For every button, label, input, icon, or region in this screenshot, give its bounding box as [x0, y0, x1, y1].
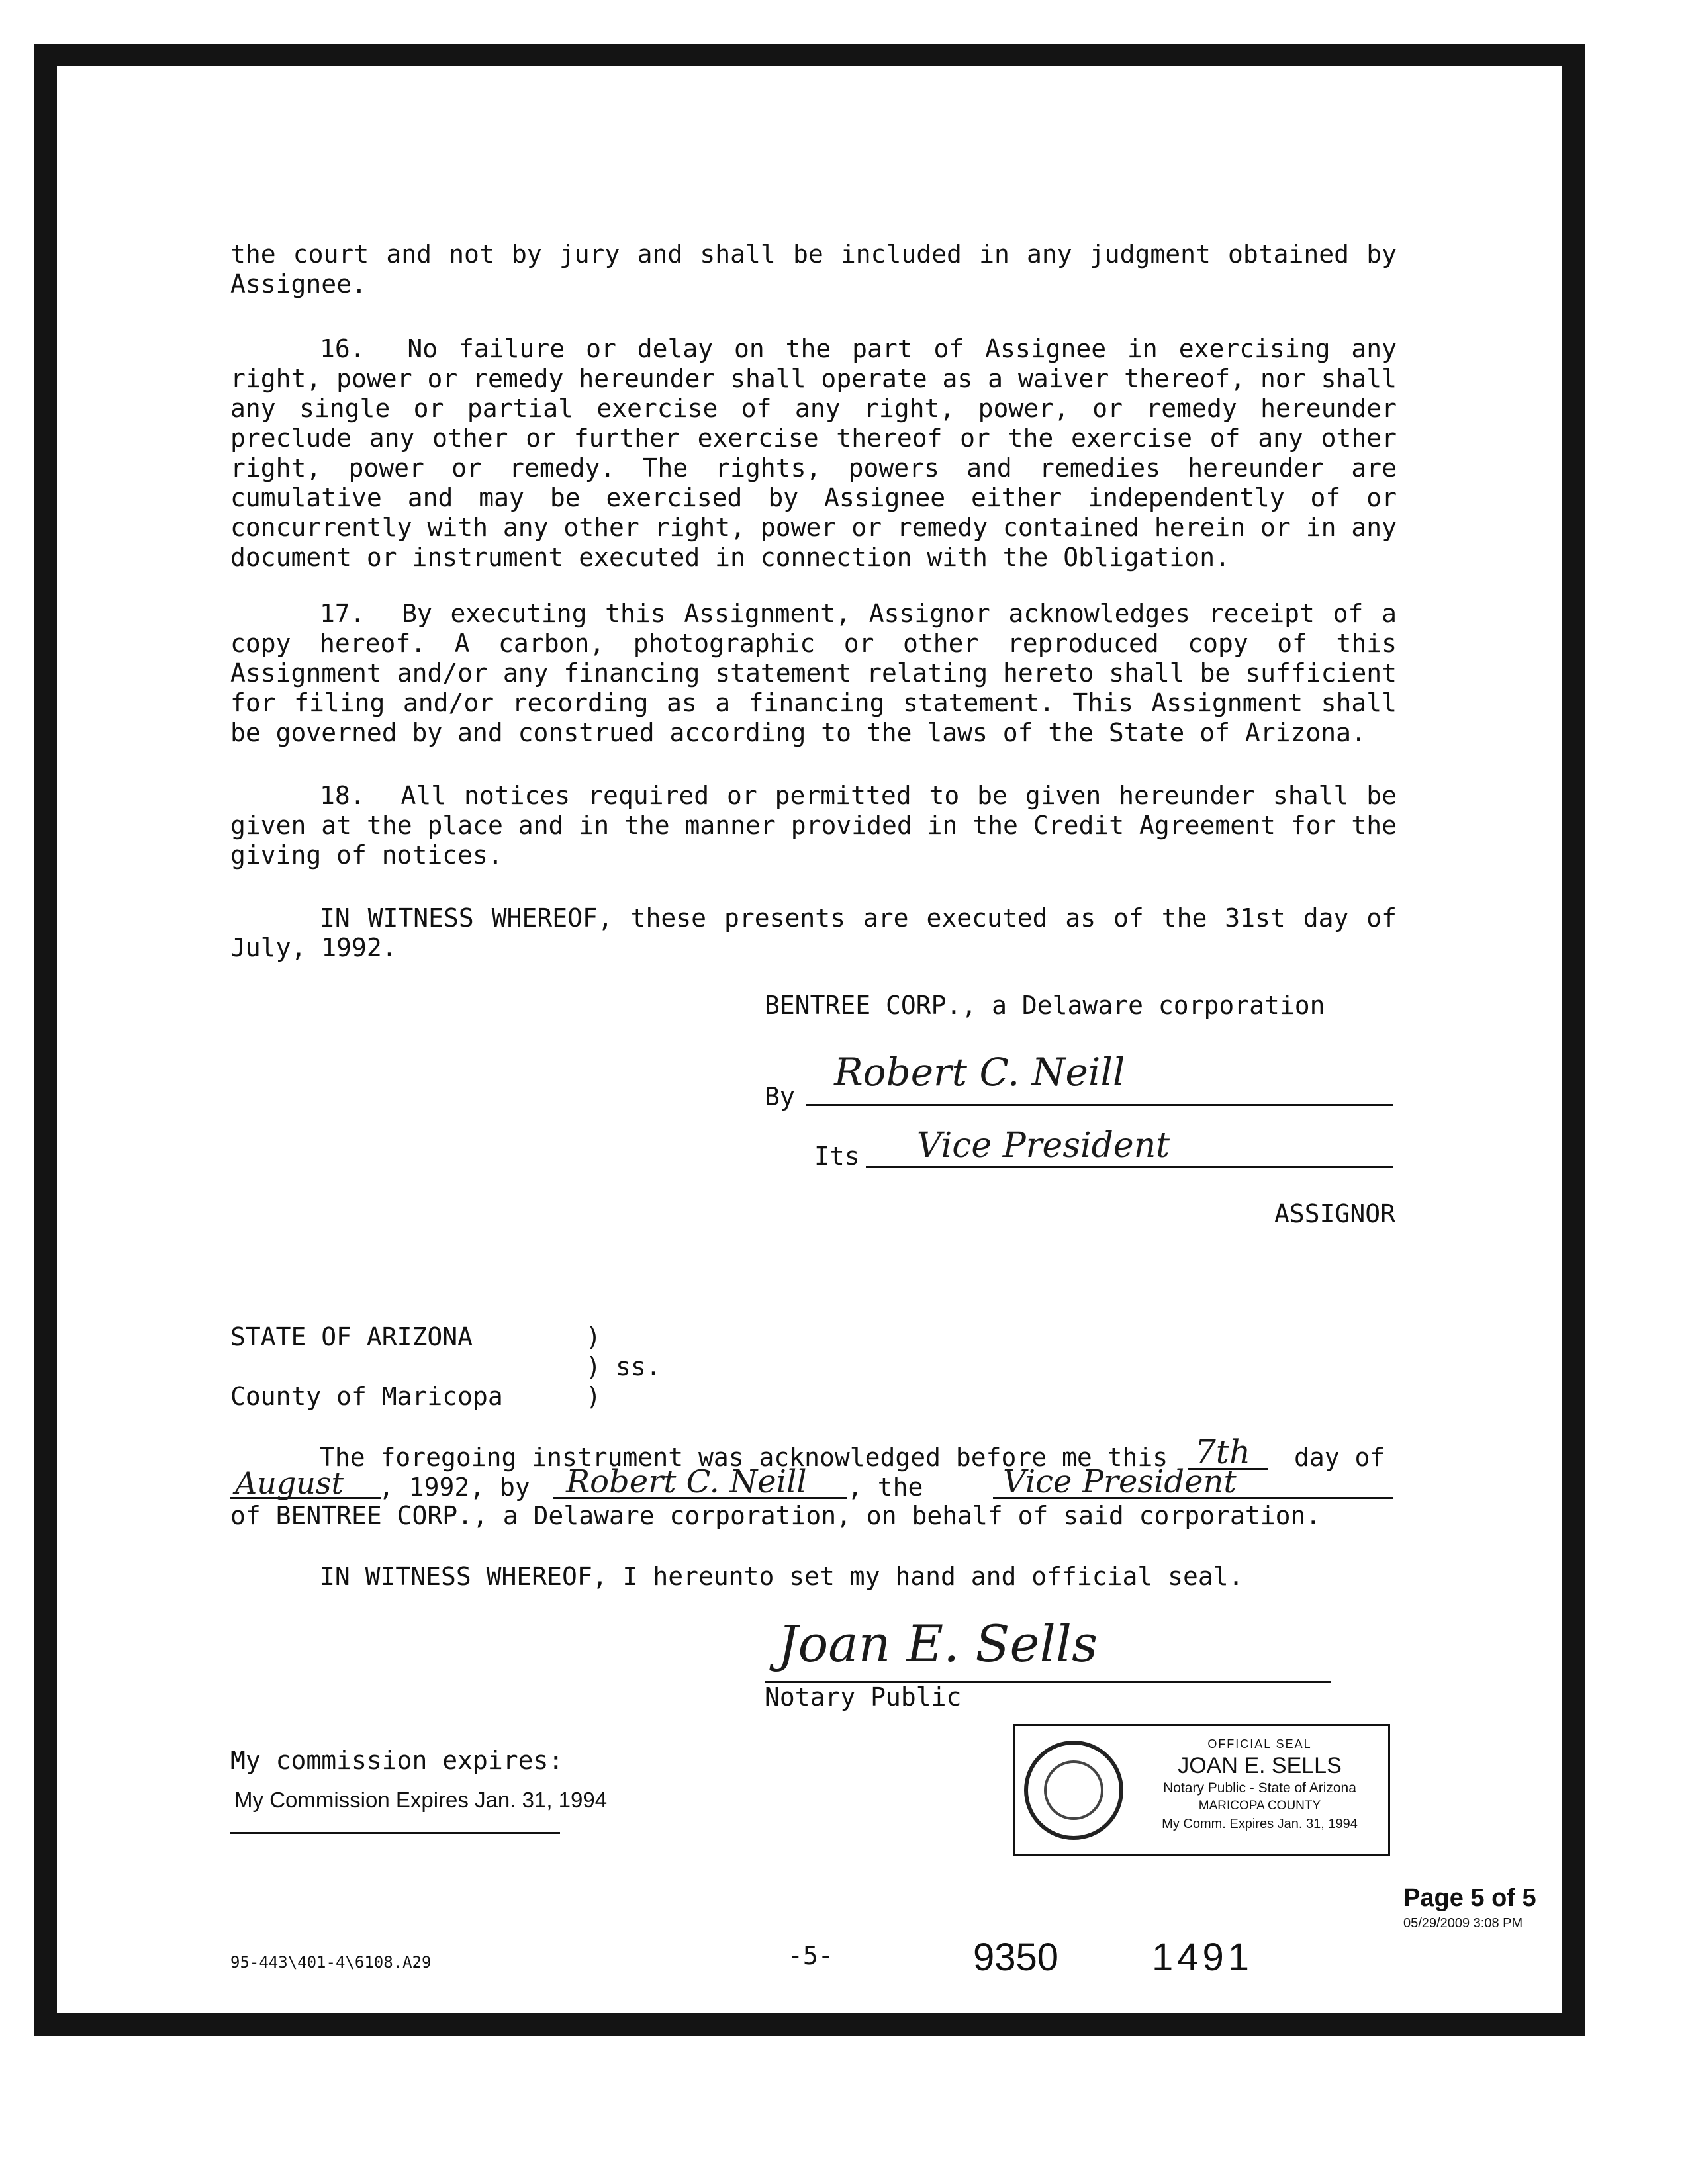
notary-ss: ss.: [616, 1352, 661, 1381]
seal-line-3: Notary Public - State of Arizona: [1163, 1780, 1356, 1796]
paragraph-17-text: By executing this Assignment, Assignor acknowledges receipt of a copy hereof. A carbon, photographic or other reproduced copy of this Assignment and/or any financing statement relating hereto shall be sufficient for filing and/or recording as a financing statement. This Assignment shall be governed by and construed according to the laws of the State of Arizona.: [230, 599, 1397, 747]
commission-label: My commission expires:: [230, 1746, 564, 1775]
recording-number-1: 9350: [973, 1936, 1059, 1979]
by-signature-line: [806, 1104, 1393, 1106]
ack-title: Vice President: [1003, 1463, 1237, 1500]
by-label: By: [765, 1082, 795, 1111]
notary-seal-stamp: [1013, 1724, 1390, 1856]
its-line: [866, 1166, 1393, 1168]
paragraph-15-tail: the court and not by jury and shall be included in any judgment obtained by Assignee.: [230, 240, 1397, 298]
ack-text-3: , 1992, by: [379, 1473, 530, 1502]
notary-witness: IN WITNESS WHEREOF, I hereunto set my hand and official seal.: [320, 1562, 1244, 1591]
seal-line-2: JOAN E. SELLS: [1178, 1753, 1342, 1778]
commission-line: [230, 1832, 560, 1834]
paragraph-16-text: No failure or delay on the part of Assignee in exercising any right, power or remedy hereunder shall operate as a waiver thereof, nor shall any single or partial exercise of any right, power, or remedy hereunder preclude any other or further exercise thereof or the exercise of any other right, power or remedy. The rights, powers and remedies hereunder are cumulative and may be exercised by Assignee either independently of or concurrently with any other right, power or remedy contained herein or in any document or instrument executed in connection with the Obligation.: [230, 334, 1397, 572]
paragraph-18-number: 18.: [320, 781, 365, 810]
ack-day: 7th: [1195, 1433, 1251, 1471]
seal-text: [1134, 1735, 1385, 1833]
witness-text: IN WITNESS WHEREOF, these presents are executed as of the 31st day of July, 1992.: [230, 903, 1397, 962]
page-number: -5-: [788, 1941, 833, 1970]
paragraph-18-text: All notices required or permitted to be given hereunder shall be given at the place and in the manner provided in the Credit Agreement for the giving of notices.: [230, 781, 1397, 870]
print-timestamp: 05/29/2009 3:08 PM: [1403, 1916, 1523, 1931]
paragraph-17: [230, 599, 1397, 748]
venue-bracket: ): [586, 1322, 601, 1351]
ack-text-1: The foregoing instrument was acknowledged before me this: [320, 1443, 1168, 1472]
notary-state: STATE OF ARIZONA: [230, 1322, 473, 1351]
state-seal-icon: [1024, 1741, 1123, 1840]
venue-bracket: ): [586, 1352, 601, 1381]
recording-number-2: 1491: [1152, 1936, 1254, 1979]
company-name: BENTREE CORP., a Delaware corporation: [765, 991, 1325, 1020]
ack-text-2: day of: [1294, 1443, 1385, 1472]
seal-line-5: My Comm. Expires Jan. 31, 1994: [1162, 1817, 1358, 1831]
notary-signature: Joan E. Sells: [778, 1614, 1098, 1673]
page-of-label: Page 5 of 5: [1403, 1884, 1536, 1912]
ack-month: August: [235, 1465, 344, 1501]
assignor-label: ASSIGNOR: [1274, 1199, 1396, 1228]
paragraph-16: [230, 334, 1397, 572]
by-signature: Robert C. Neill: [834, 1050, 1125, 1095]
seal-line-4: MARICOPA COUNTY: [1198, 1799, 1321, 1813]
ack-name: Robert C. Neill: [566, 1463, 807, 1500]
doc-code: 95-443\401-4\6108.A29: [230, 1953, 432, 1972]
paragraph-16-number: 16.: [320, 334, 365, 363]
ack-text-5: of BENTREE CORP., a Delaware corporation, on behalf of said corporation.: [230, 1501, 1321, 1530]
commission-stamp: My Commission Expires Jan. 31, 1994: [234, 1788, 608, 1812]
ack-text-4: , the: [847, 1473, 923, 1502]
its-label: Its: [814, 1142, 860, 1171]
paragraph-17-number: 17.: [320, 599, 365, 628]
paragraph-18: [230, 781, 1397, 870]
notary-county: County of Maricopa: [230, 1382, 503, 1411]
notary-public-label: Notary Public: [765, 1682, 962, 1711]
seal-line-1: OFFICIAL SEAL: [1207, 1737, 1312, 1751]
witness-paragraph: [230, 903, 1397, 963]
venue-bracket: ): [586, 1382, 601, 1411]
its-title: Vice President: [917, 1126, 1170, 1165]
